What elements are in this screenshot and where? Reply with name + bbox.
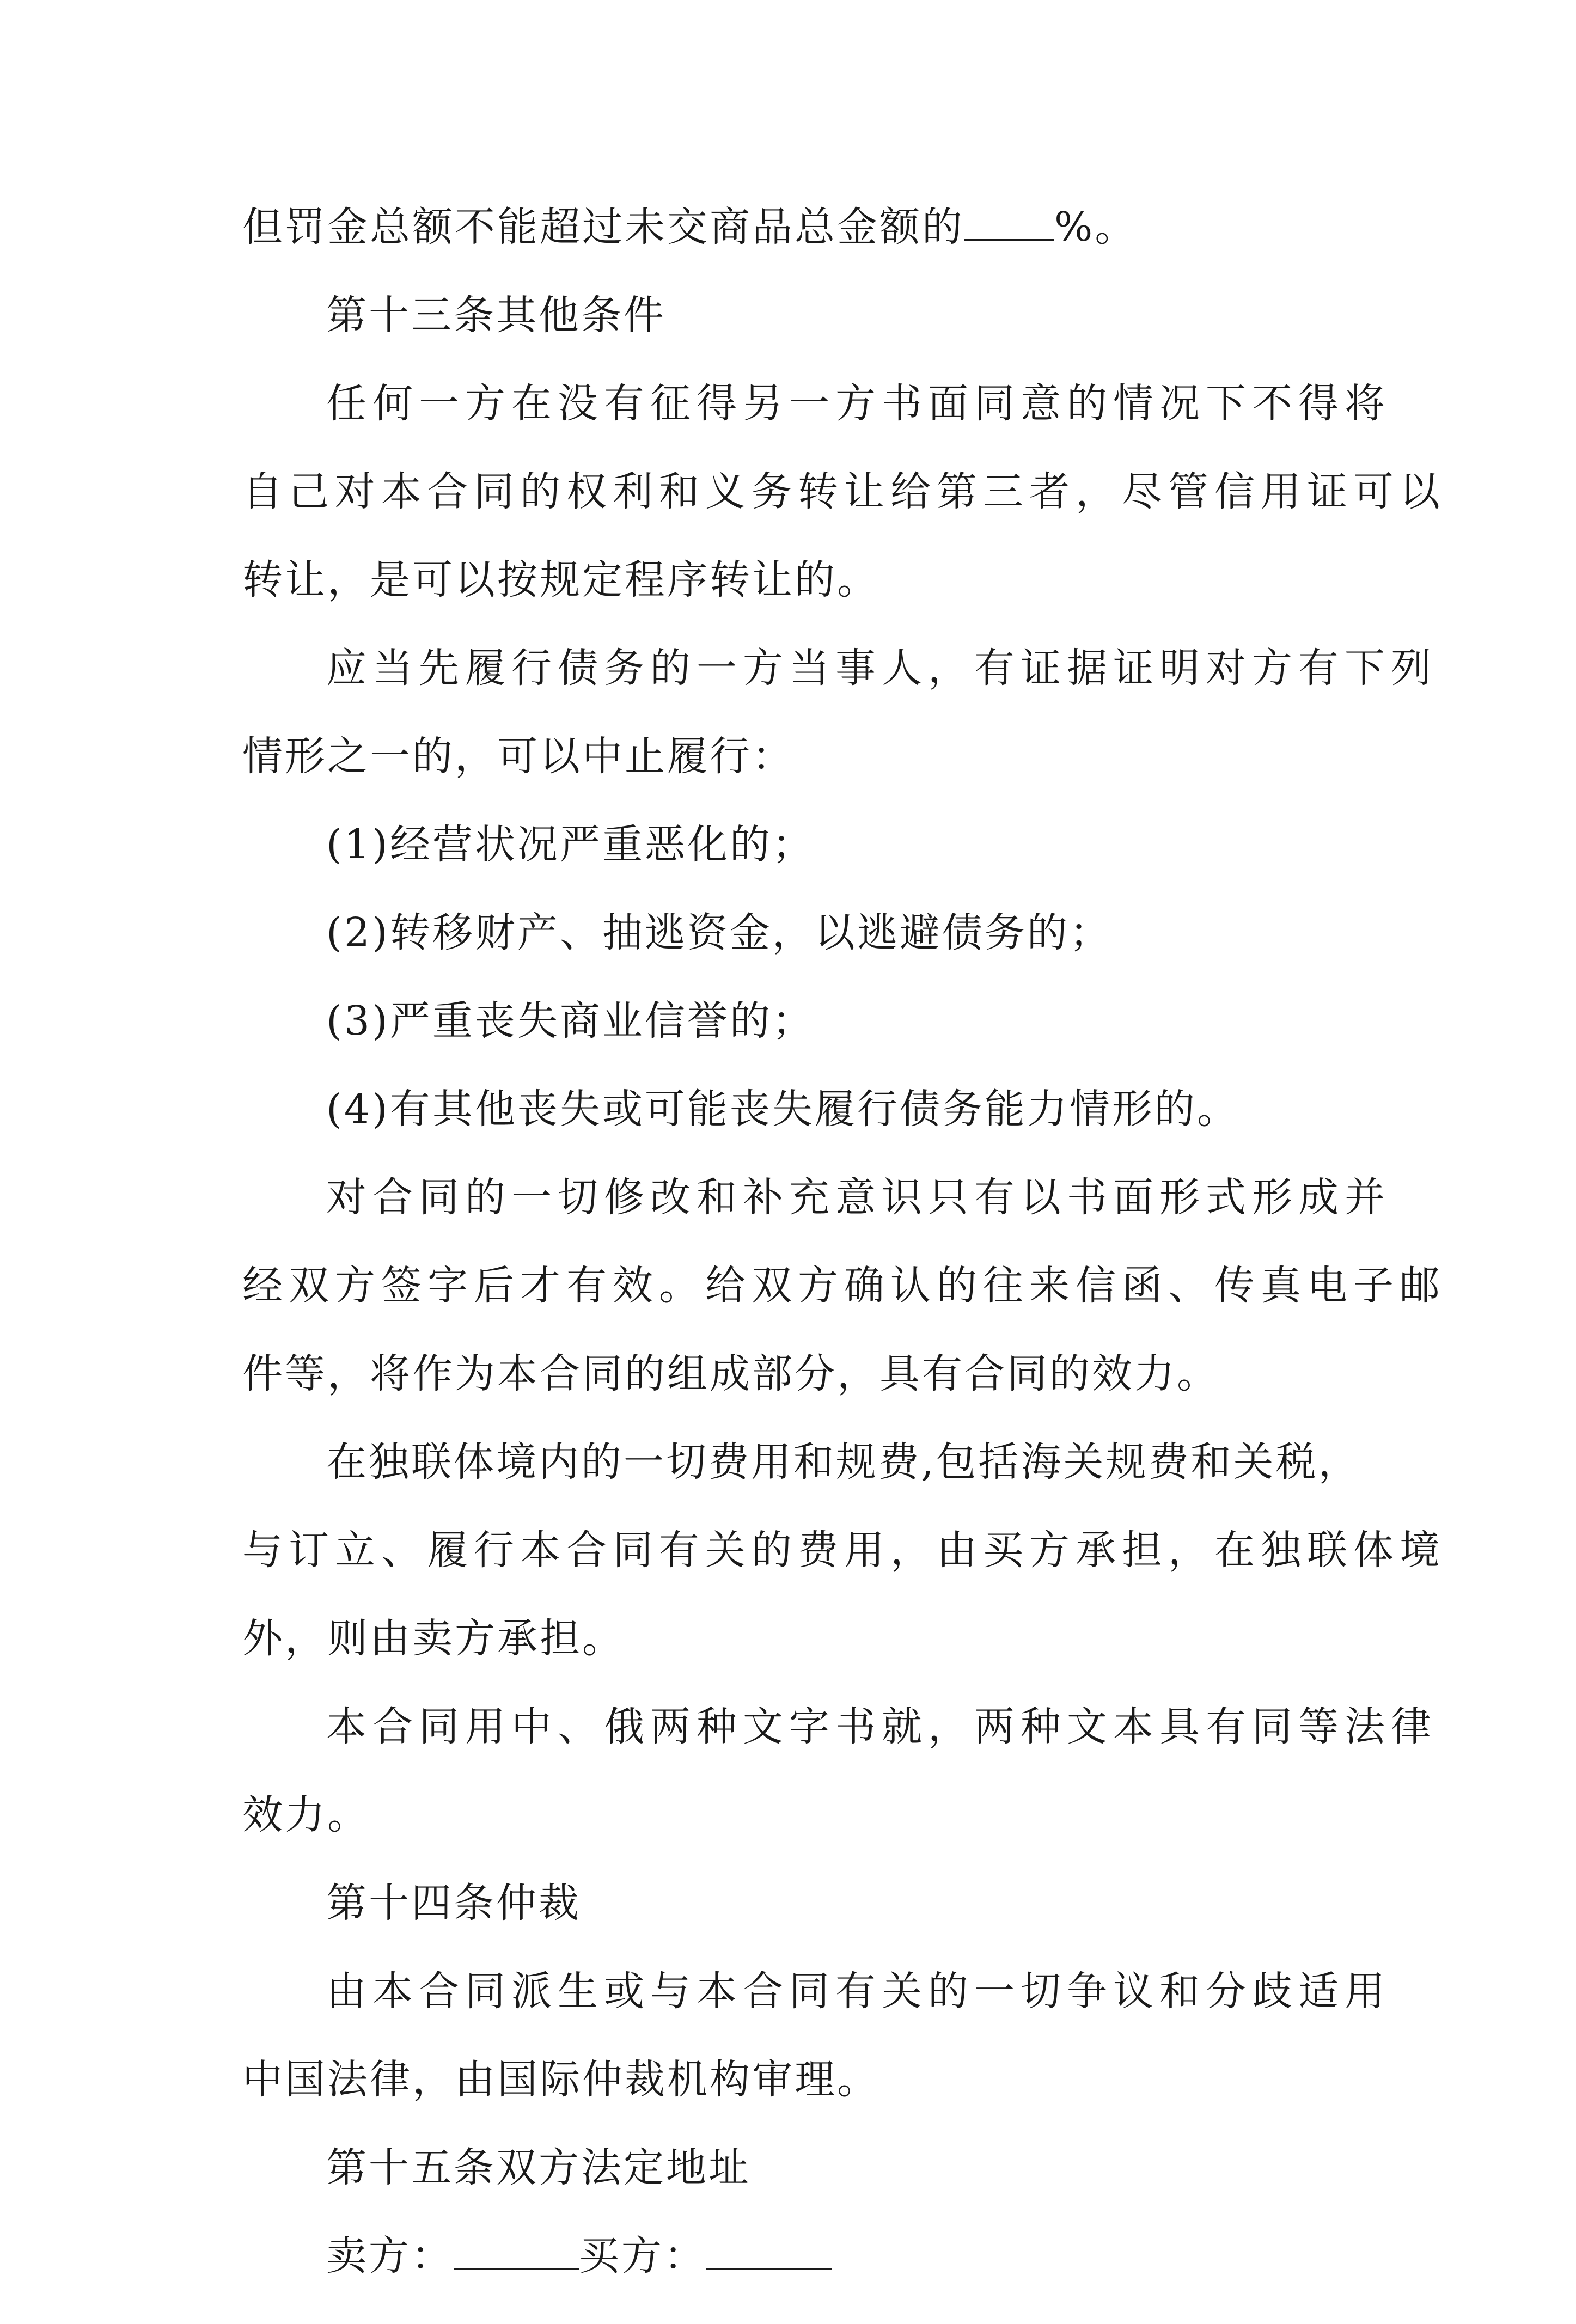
list-item: (1)经营状况严重恶化的； [326, 821, 815, 868]
paragraph-line: 转让，是可以按规定程序转让的。 [242, 556, 879, 603]
list-item: (4)有其他丧失或可能丧失履行债务能力情形的。 [326, 1086, 1239, 1133]
seller-label: 卖方： [326, 2233, 454, 2279]
paragraph-line: 经双方签字后才有效。给双方确认的往来信函、传真电子邮 [242, 1262, 1446, 1309]
paragraph-line: 在独联体境内的一切费用和规费,包括海关规费和关税， [326, 1439, 1361, 1485]
section-13-heading: 第十三条其他条件 [326, 292, 666, 339]
buyer-label: 买方： [579, 2233, 706, 2279]
section-14-heading: 第十四条仲裁 [326, 1880, 581, 1927]
paragraph-line: 中国法律，由国际仲裁机构审理。 [242, 2056, 879, 2103]
document-body [242, 204, 1446, 2324]
paragraph-line: 应当先履行债务的一方当事人，有证据证明对方有下列 [326, 645, 1437, 692]
paragraph-line: 与订立、履行本合同有关的费用，由买方承担，在独联体境 [242, 1527, 1446, 1574]
paragraph-line: 由本合同派生或与本合同有关的一切争议和分歧适用 [326, 1968, 1391, 2015]
paragraph-line: 情形之一的，可以中止履行： [242, 733, 795, 780]
blank-percentage [964, 209, 1054, 241]
paragraph-line: 本合同用中、俄两种文字书就，两种文本具有同等法律 [326, 1703, 1437, 1750]
paragraph-line: 但罚金总额不能超过未交商品总金额的 %。 [242, 204, 1138, 250]
paragraph-line: 任何一方在没有征得另一方书面同意的情况下不得将 [326, 380, 1391, 427]
list-item: (2)转移财产、抽逃资金，以逃避债务的； [326, 909, 1112, 956]
paragraph-line: 效力。 [242, 1791, 370, 1838]
section-15-heading: 第十五条双方法定地址 [326, 2144, 751, 2191]
party-address-line [242, 2233, 1348, 2279]
paragraph-line: 件等，将作为本合同的组成部分，具有合同的效力。 [242, 1350, 1219, 1397]
paragraph-line: 自己对本合同的权利和义务转让给第三者，尽管信用证可以 [242, 468, 1446, 515]
paragraph-line: 对合同的一切修改和补充意识只有以书面形式形成并 [326, 1174, 1391, 1221]
seller-blank [454, 2237, 579, 2270]
list-item: (3)严重丧失商业信誉的； [326, 998, 815, 1044]
paragraph-line: 外，则由卖方承担。 [242, 1615, 625, 1662]
buyer-blank [706, 2237, 832, 2270]
